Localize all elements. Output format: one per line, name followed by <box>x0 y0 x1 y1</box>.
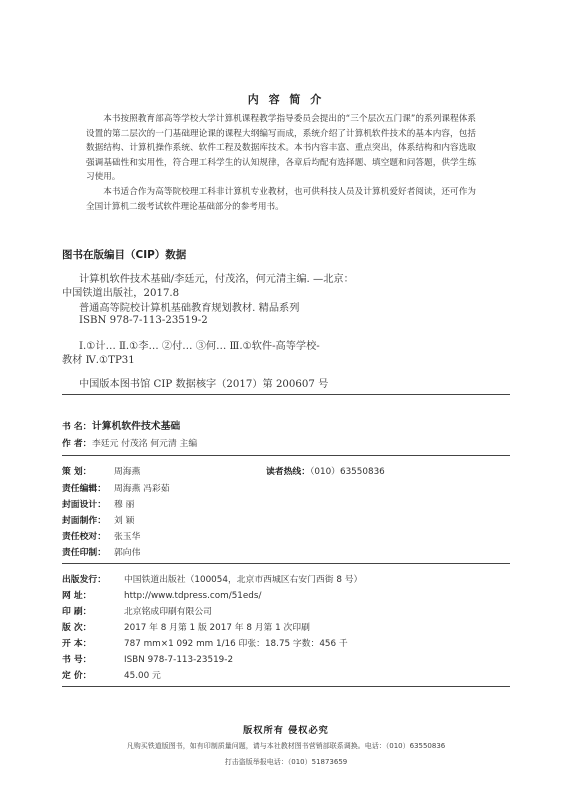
staff-value: 郭向伟 <box>114 548 141 558</box>
cip-line: 教材 Ⅳ.①TP31 <box>62 355 135 366</box>
isbn: ISBN 978-7-113-23519-2 <box>124 655 234 665</box>
staff-label: 封面设计： <box>62 500 106 510</box>
staff-label: 封面制作： <box>62 516 106 526</box>
staff-value: 周海燕 冯彩茹 <box>114 484 170 494</box>
publication-label: 出版发行： <box>62 575 106 585</box>
staff-label: 责任编辑： <box>62 484 106 494</box>
publication-value: 中国铁道出版社（100054，北京市西城区右安门西街 8 号） <box>124 575 363 585</box>
intro-title: 内 容 简 介 <box>247 93 325 106</box>
divider <box>62 394 510 395</box>
divider <box>62 455 510 456</box>
publication-row <box>62 588 261 601</box>
publication-label: 定 价： <box>62 671 92 681</box>
publication-row <box>62 604 212 617</box>
publication-label: 印 刷： <box>62 607 92 617</box>
rights-title: 版权所有 侵权必究 <box>243 725 329 736</box>
staff-value: 穆 丽 <box>114 500 135 510</box>
authors: 李廷元 付茂洺 何元清 主编 <box>92 439 198 449</box>
intro-paragraph: 本书按照教育部高等学校大学计算机课程教学指导委员会提出的“三个层次五门课”的系列课程体系设置的第二层次的一门基础理论课的课程大纲编写而成，系统介绍了计算机软件技术的基本内容，包括数据结构、计算机操作系统、软件工程及数据库技术。本书内容丰富、重点突出，体系结构和内容选取强调基础性和实用性，符合理工科学生的认知规律，各章后均配有选择题、填空题和问答题，供学生练习使用。 <box>86 114 476 183</box>
staff-value: 周海燕 <box>114 467 141 477</box>
cip-line: Ⅰ.①计… Ⅱ.①李… ②付… ③何… Ⅲ.①软件-高等学校- <box>79 341 320 352</box>
publication-value: 北京铭成印刷有限公司 <box>124 607 212 617</box>
reader-hotline-label: 读者热线： <box>266 467 310 477</box>
cip-isbn: ISBN 978-7-113-23519-2 <box>79 315 208 326</box>
staff-value: 刘 颖 <box>114 516 135 526</box>
book-name-label: 书 名： <box>62 422 92 432</box>
intro-paragraph: 本书适合作为高等院校理工科非计算机专业教材，也可供科技人员及计算机爱好者阅读，还可作为全国计算机二级考试软件理论基础部分的参考用书。 <box>86 186 476 212</box>
author-row <box>62 436 197 449</box>
website-url: http://www.tdpress.com/51eds/ <box>124 591 262 601</box>
publication-row <box>62 636 348 649</box>
divider <box>62 563 510 564</box>
staff-label: 责任校对： <box>62 532 106 542</box>
publication-row <box>62 572 362 585</box>
staff-row <box>62 529 140 542</box>
reader-hotline <box>266 464 385 477</box>
author-label: 作 者： <box>62 439 92 449</box>
cip-record-number: 中国版本图书馆 CIP 数据核字（2017）第 200607 号 <box>79 379 329 390</box>
publication-row <box>62 620 310 633</box>
publication-row <box>62 652 233 665</box>
staff-value: 张玉华 <box>114 532 141 542</box>
staff-label: 责任印制： <box>62 548 106 558</box>
publication-label: 书 号： <box>62 655 92 665</box>
staff-row <box>62 513 134 526</box>
staff-row <box>62 464 140 477</box>
cip-line: 计算机软件技术基础/李廷元，付茂洺，何元清主编. —北京： <box>79 274 354 285</box>
staff-label: 策 划： <box>62 467 92 477</box>
staff-row <box>62 545 140 558</box>
publication-label: 开 本： <box>62 639 92 649</box>
staff-row <box>62 481 170 494</box>
reader-hotline-value: （010）63550836 <box>310 467 385 477</box>
publication-row <box>62 668 161 681</box>
publication-value: 787 mm×1 092 mm 1/16 印张：18.75 字数：456 千 <box>124 639 348 649</box>
book-name-row <box>62 418 180 432</box>
publication-label: 版 次： <box>62 623 92 633</box>
cip-line: 普通高等院校计算机基础教育规划教材. 精品系列 <box>79 303 300 314</box>
anti-piracy-hotline: 打击盗版举报电话：（010）51873659 <box>224 758 348 766</box>
cip-heading: 图书在版编目（CIP）数据 <box>62 249 187 261</box>
price: 45.00 元 <box>124 671 161 681</box>
book-name: 计算机软件技术基础 <box>92 421 181 432</box>
cip-line: 中国铁道出版社，2017.8 <box>62 288 180 299</box>
divider <box>62 686 510 687</box>
intro-text <box>86 112 476 214</box>
publication-value: 2017 年 8 月第 1 版 2017 年 8 月第 1 次印刷 <box>124 623 310 633</box>
rights-notice: 凡购买铁道版图书，如有印制质量问题，请与本社教材图书营销部联系调换。电话：（010）63550836 <box>126 742 446 750</box>
staff-row <box>62 497 134 510</box>
publication-label: 网 址： <box>62 591 92 601</box>
